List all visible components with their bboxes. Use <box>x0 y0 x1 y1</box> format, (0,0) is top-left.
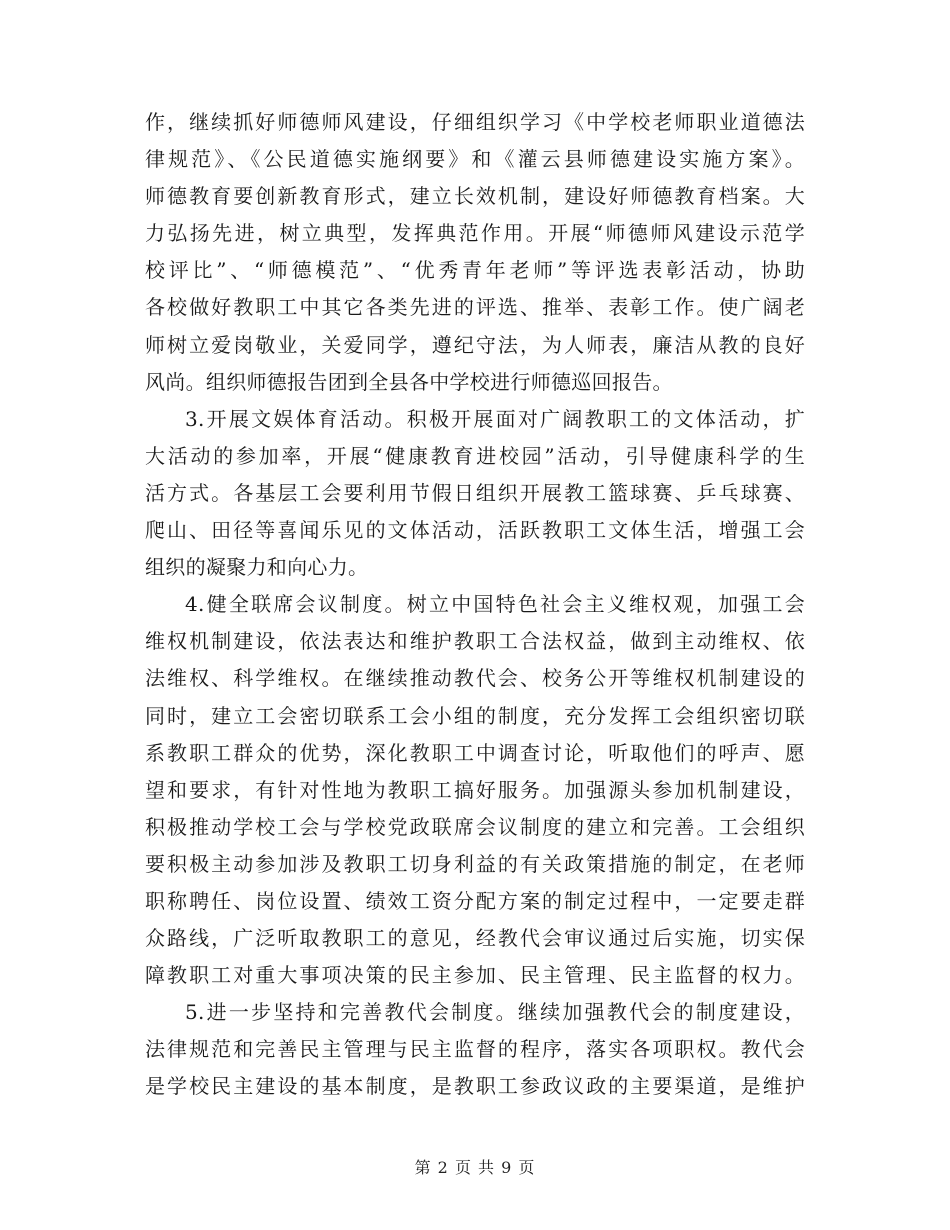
text-line: 力弘扬先进，树立典型，发挥典范作用。开展“师德师风建设示范学 <box>145 221 805 246</box>
paragraph-2 <box>145 401 805 586</box>
text-line: 律规范》、《公民道德实施纲要》和《灌云县师德建设实施方案》。 <box>145 147 805 172</box>
text-line: 校评比”、“师德模范”、“优秀青年老师”等评选表彰活动，协助 <box>145 258 805 283</box>
text-line: 师德教育要创新教育形式，建立长效机制，建设好师德教育档案。大 <box>145 184 805 209</box>
paragraph-3 <box>145 586 805 994</box>
text-line: 爬山、田径等喜闻乐见的文体活动，活跃教职工文体生活，增强工会 <box>145 518 805 543</box>
paragraph-4 <box>145 994 805 1105</box>
text-line: 风尚。组织师德报告团到全县各中学校进行师德巡回报告。 <box>145 369 673 394</box>
text-line: 作，继续抓好师德师风建设，仔细组织学习《中学校老师职业道德法 <box>145 110 805 134</box>
text-line: 法律规范和完善民主管理与民主监督的程序，落实各项职权。教代会 <box>145 1037 805 1062</box>
text-line: 系教职工群众的优势，深化教职工中调查讨论，听取他们的呼声、愿 <box>145 740 805 765</box>
text-line: 障教职工对重大事项决策的民主参加、民主管理、民主监督的权力。 <box>145 963 805 988</box>
text-line: 众路线，广泛听取教职工的意见，经教代会审议通过后实施，切实保 <box>145 926 805 951</box>
text-line: 职称聘任、岗位设置、绩效工资分配方案的制定过程中，一定要走群 <box>145 888 805 913</box>
text-line: 望和要求，有针对性地为教职工搞好服务。加强源头参加机制建设， <box>145 777 805 802</box>
text-line: 法维权、科学维权。在继续推动教代会、校务公开等维权机制建设的 <box>145 666 805 691</box>
text-line: 组织的凝聚力和向心力。 <box>145 555 369 580</box>
text-line: 4.健全联席会议制度。树立中国特色社会主义维权观，加强工会 <box>185 592 805 617</box>
text-line: 活方式。各基层工会要利用节假日组织开展教工篮球赛、乒乓球赛、 <box>145 480 805 505</box>
text-line: 是学校民主建设的基本制度，是教职工参政议政的主要渠道，是维护 <box>145 1074 805 1099</box>
text-line: 5.进一步坚持和完善教代会制度。继续加强教代会的制度建设， <box>185 1000 805 1025</box>
text-line: 维权机制建设，依法表达和维护教职工合法权益，做到主动维权、依 <box>145 629 805 654</box>
text-line: 大活动的参加率，开展“健康教育进校园”活动，引导健康科学的生 <box>145 443 805 468</box>
text-line: 同时，建立工会密切联系工会小组的制度，充分发挥工会组织密切联 <box>145 703 805 728</box>
text-line: 各校做好教职工中其它各类先进的评选、推举、表彰工作。使广阔老 <box>145 295 805 320</box>
text-line: 3.开展文娱体育活动。积极开展面对广阔教职工的文体活动，扩 <box>185 406 805 431</box>
text-line: 积极推动学校工会与学校党政联席会议制度的建立和完善。工会组织 <box>145 814 805 839</box>
text-line: 要积极主动参加涉及教职工切身利益的有关政策措施的制定，在老师 <box>145 851 805 876</box>
text-line: 师树立爱岗敬业，关爱同学，遵纪守法，为人师表，廉洁从教的良好 <box>145 332 805 357</box>
page-number-footer: 第 2 页 共 9 页 <box>414 1158 536 1177</box>
document-body <box>145 104 805 1106</box>
paragraph-1 <box>145 104 805 401</box>
